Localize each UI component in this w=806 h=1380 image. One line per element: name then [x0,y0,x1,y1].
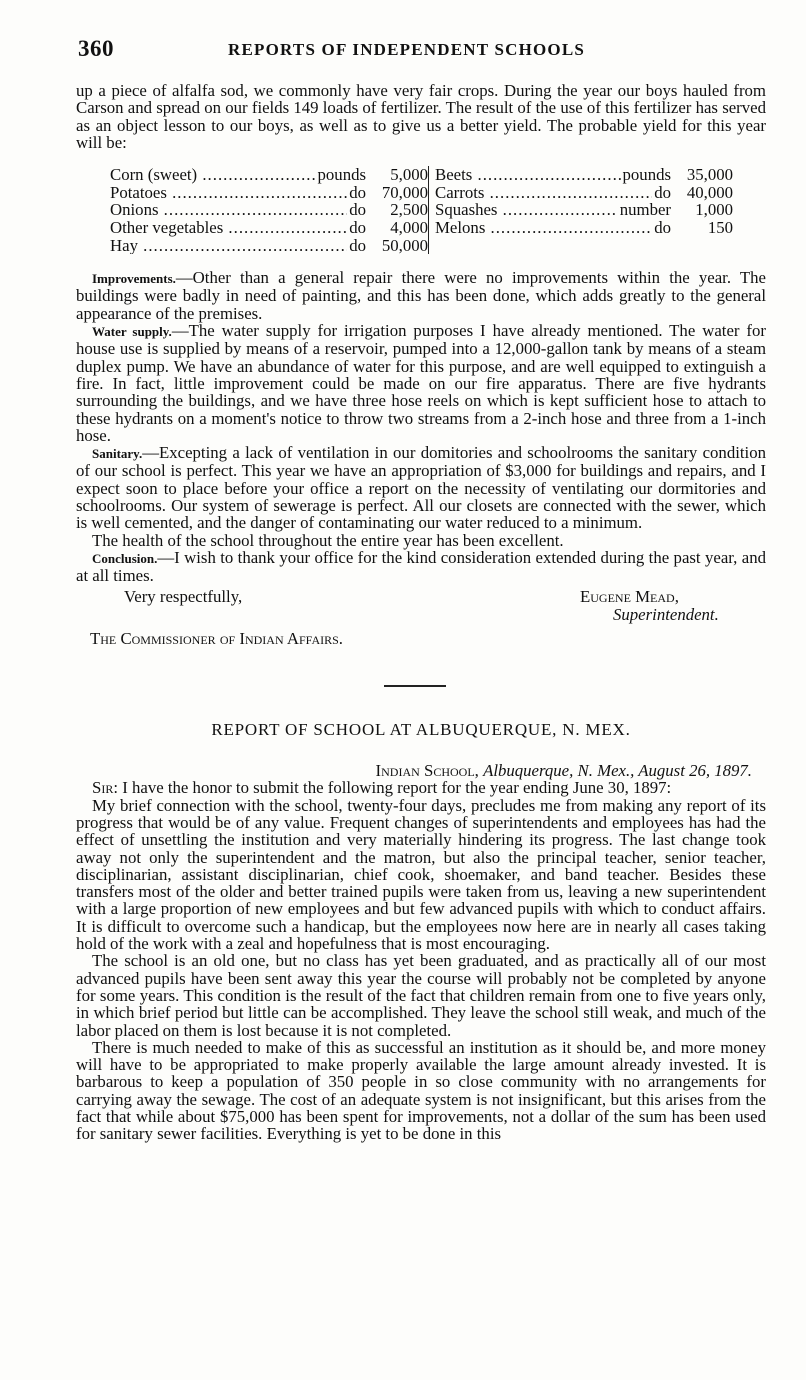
yield-column-right [428,166,733,254]
crop-unit: number [619,200,671,220]
crop-value: 1,000 [695,200,733,220]
report-paragraph: The school is an old one, but no class has yet been graduated, and as practically all of our most advanced pupils have been sent away this year the course will probably not be completed by anyone for some years. This condition is the result of the fact that children remain from one to five years only, in which brief period but little can be accomplished. They leave the school still weak, and much of the labor placed on them is lost because it is not completed. [76,951,766,1040]
crop-value: 2,500 [390,200,428,220]
yield-row [435,201,733,219]
yield-row [110,219,428,237]
signature-name: Eugene Mead, [580,586,679,606]
section-text: —Other than a general repair there were no improvements within the year. The buildings were badly in need of painting, and this has been done, which adds greatly to the general appearance of the premises. [76,268,766,323]
intro-paragraph: up a piece of alfalfa sod, we commonly have very fair crops. During the year our boys hauled from Carson and spread on our fields 149 loads of fertilizer. The result of the use of this fertilizer has served as an object lesson to our boys, as well as to give us a better yield. The probable yield for this year will be: [76,81,766,152]
crop-name: Hay ..... [110,237,347,255]
crop-name: Beets ..... [435,166,621,184]
yield-row [110,166,428,184]
yield-column-left [110,166,428,254]
yield-row [110,201,428,219]
crop-value: 5,000 [390,165,428,185]
section-sanitary [76,444,766,531]
page-header [78,36,768,66]
yield-row [435,184,733,202]
crop-unit: do [349,200,366,220]
report-opening [76,779,766,796]
crop-name: Other vegetables ..... [110,219,347,237]
crop-name: Corn (sweet) ..... [110,166,316,184]
crop-unit: do [349,182,366,202]
crop-unit: do [349,217,366,237]
section-heading: Conclusion. [92,550,158,566]
crop-name: Potatoes ..... [110,184,347,202]
crop-name: Onions ..... [110,201,347,219]
crop-value: 4,000 [390,217,428,237]
salutation: Sir: [92,778,118,798]
health-paragraph: The health of the school throughout the entire year has been excellent. [92,530,564,550]
section-heading: Sanitary. [92,446,143,462]
crop-value: 150 [707,217,733,237]
crop-value: 70,000 [381,182,428,202]
section-text: —I wish to thank your office for the kind consideration extended during the past year, and at all times. [76,547,766,586]
section-text: —Excepting a lack of ventilation in our domitories and schoolrooms the sanitary condition of our school is perfect. This year we have an appropriation of $3,000 for buildings and repairs, and I expect soon to place before your office a report on the necessity of ventilating our dormitories and schoolrooms. Our system of sewerage is perfect. All our closets are connected with the sewer, which is well cemented, and the danger of contaminating our water reduced to a minimum. [76,443,766,533]
section-heading: Water supply. [92,324,172,340]
report-paragraph: There is much needed to make of this as successful an institution as it should be, and more money will have to be appropriated to make properly available the large amount already invested. It is barbarous to keep a population of 350 people in so close community with no arrangements for carrying away the sewage. The cost of an adequate system is not insignificant, but this arises from the fact that while about $75,000 has been spent for improvements, not a dollar of the sum has been used for sanitary sewer facilities. Everything is yet to be done in this [76,1037,766,1144]
page-number: 360 [78,36,114,61]
yield-table [110,166,732,254]
crop-value: 40,000 [686,182,733,202]
section-water-supply [76,322,766,444]
signature-title: Superintendent. [613,604,719,624]
section-heading: Improvements. [92,271,176,287]
crop-value: 50,000 [381,235,428,255]
yield-row [435,219,733,237]
addressee: The Commissioner of Indian Affairs. [90,628,344,648]
crop-name: Melons ..... [435,219,652,237]
dateline [76,762,766,779]
yield-row [110,184,428,202]
crop-name: Carrots ..... [435,184,652,202]
running-head: REPORTS OF INDEPENDENT SCHOOLS [228,40,586,59]
page-body [76,82,766,1143]
section-improvements [76,269,766,322]
crop-name: Squashes ..... [435,201,618,219]
letter-closing [76,588,766,640]
report-paragraph: My brief connection with the school, twenty-four days, precludes me from making any report of its progress that would be of any value. Frequent changes of superintendents and employees has had the effect of unsettling the institution and very materially hindering its progress. The last change took away not only the superintendent and the matron, but also the principal teacher, senior teacher, disciplinarian, assistant disciplinarian, chief cook, shoemaker, and band teacher. Besides these transfers most of the older and better trained pupils were taken from us, leaving a new superintendent with a large proportion of new employees and but few advanced pupils with which to conduct affairs. It is difficult to overcome such a handicap, but the employees now here are in nearly all cases taking hold of the work with a zeal and hopefulness that is most encouraging. [76,795,766,954]
crop-unit: do [349,235,366,255]
section-divider [384,685,446,687]
closing-salutation: Very respectfully, [124,586,243,606]
crop-value: 35,000 [686,165,733,185]
opening-text: I have the honor to submit the following report for the year ending June 30, 1897: [122,778,672,798]
crop-unit: do [654,217,671,237]
crop-unit: do [654,182,671,202]
yield-row [435,166,733,184]
crop-unit: pounds [622,165,671,185]
yield-row [110,237,428,255]
dateline-location-date: Albuquerque, N. Mex., August 26, 1897. [483,761,752,781]
report-title: REPORT OF SCHOOL AT ALBUQUERQUE, N. MEX. [211,719,631,739]
crop-unit: pounds [317,165,366,185]
section-text: —The water supply for irrigation purposes I have already mentioned. The water for house use is supplied by means of a reservoir, pumped into a 12,000-gallon tank by means of a steam duplex pump. We have an abundance of water for this purpose, and are well equipped to extinguish a fire. In fact, little improvement could be made on our fire apparatus. There are five hydrants surrounding the buildings, and we have three hose reels on which is kept sufficient hose to attach to these hydrants on a moment's notice to throw two streams from a 2-inch hose and three from a 1-inch hose. [76,321,766,445]
section-conclusion [76,549,766,585]
dateline-place: Indian School, [375,761,479,781]
